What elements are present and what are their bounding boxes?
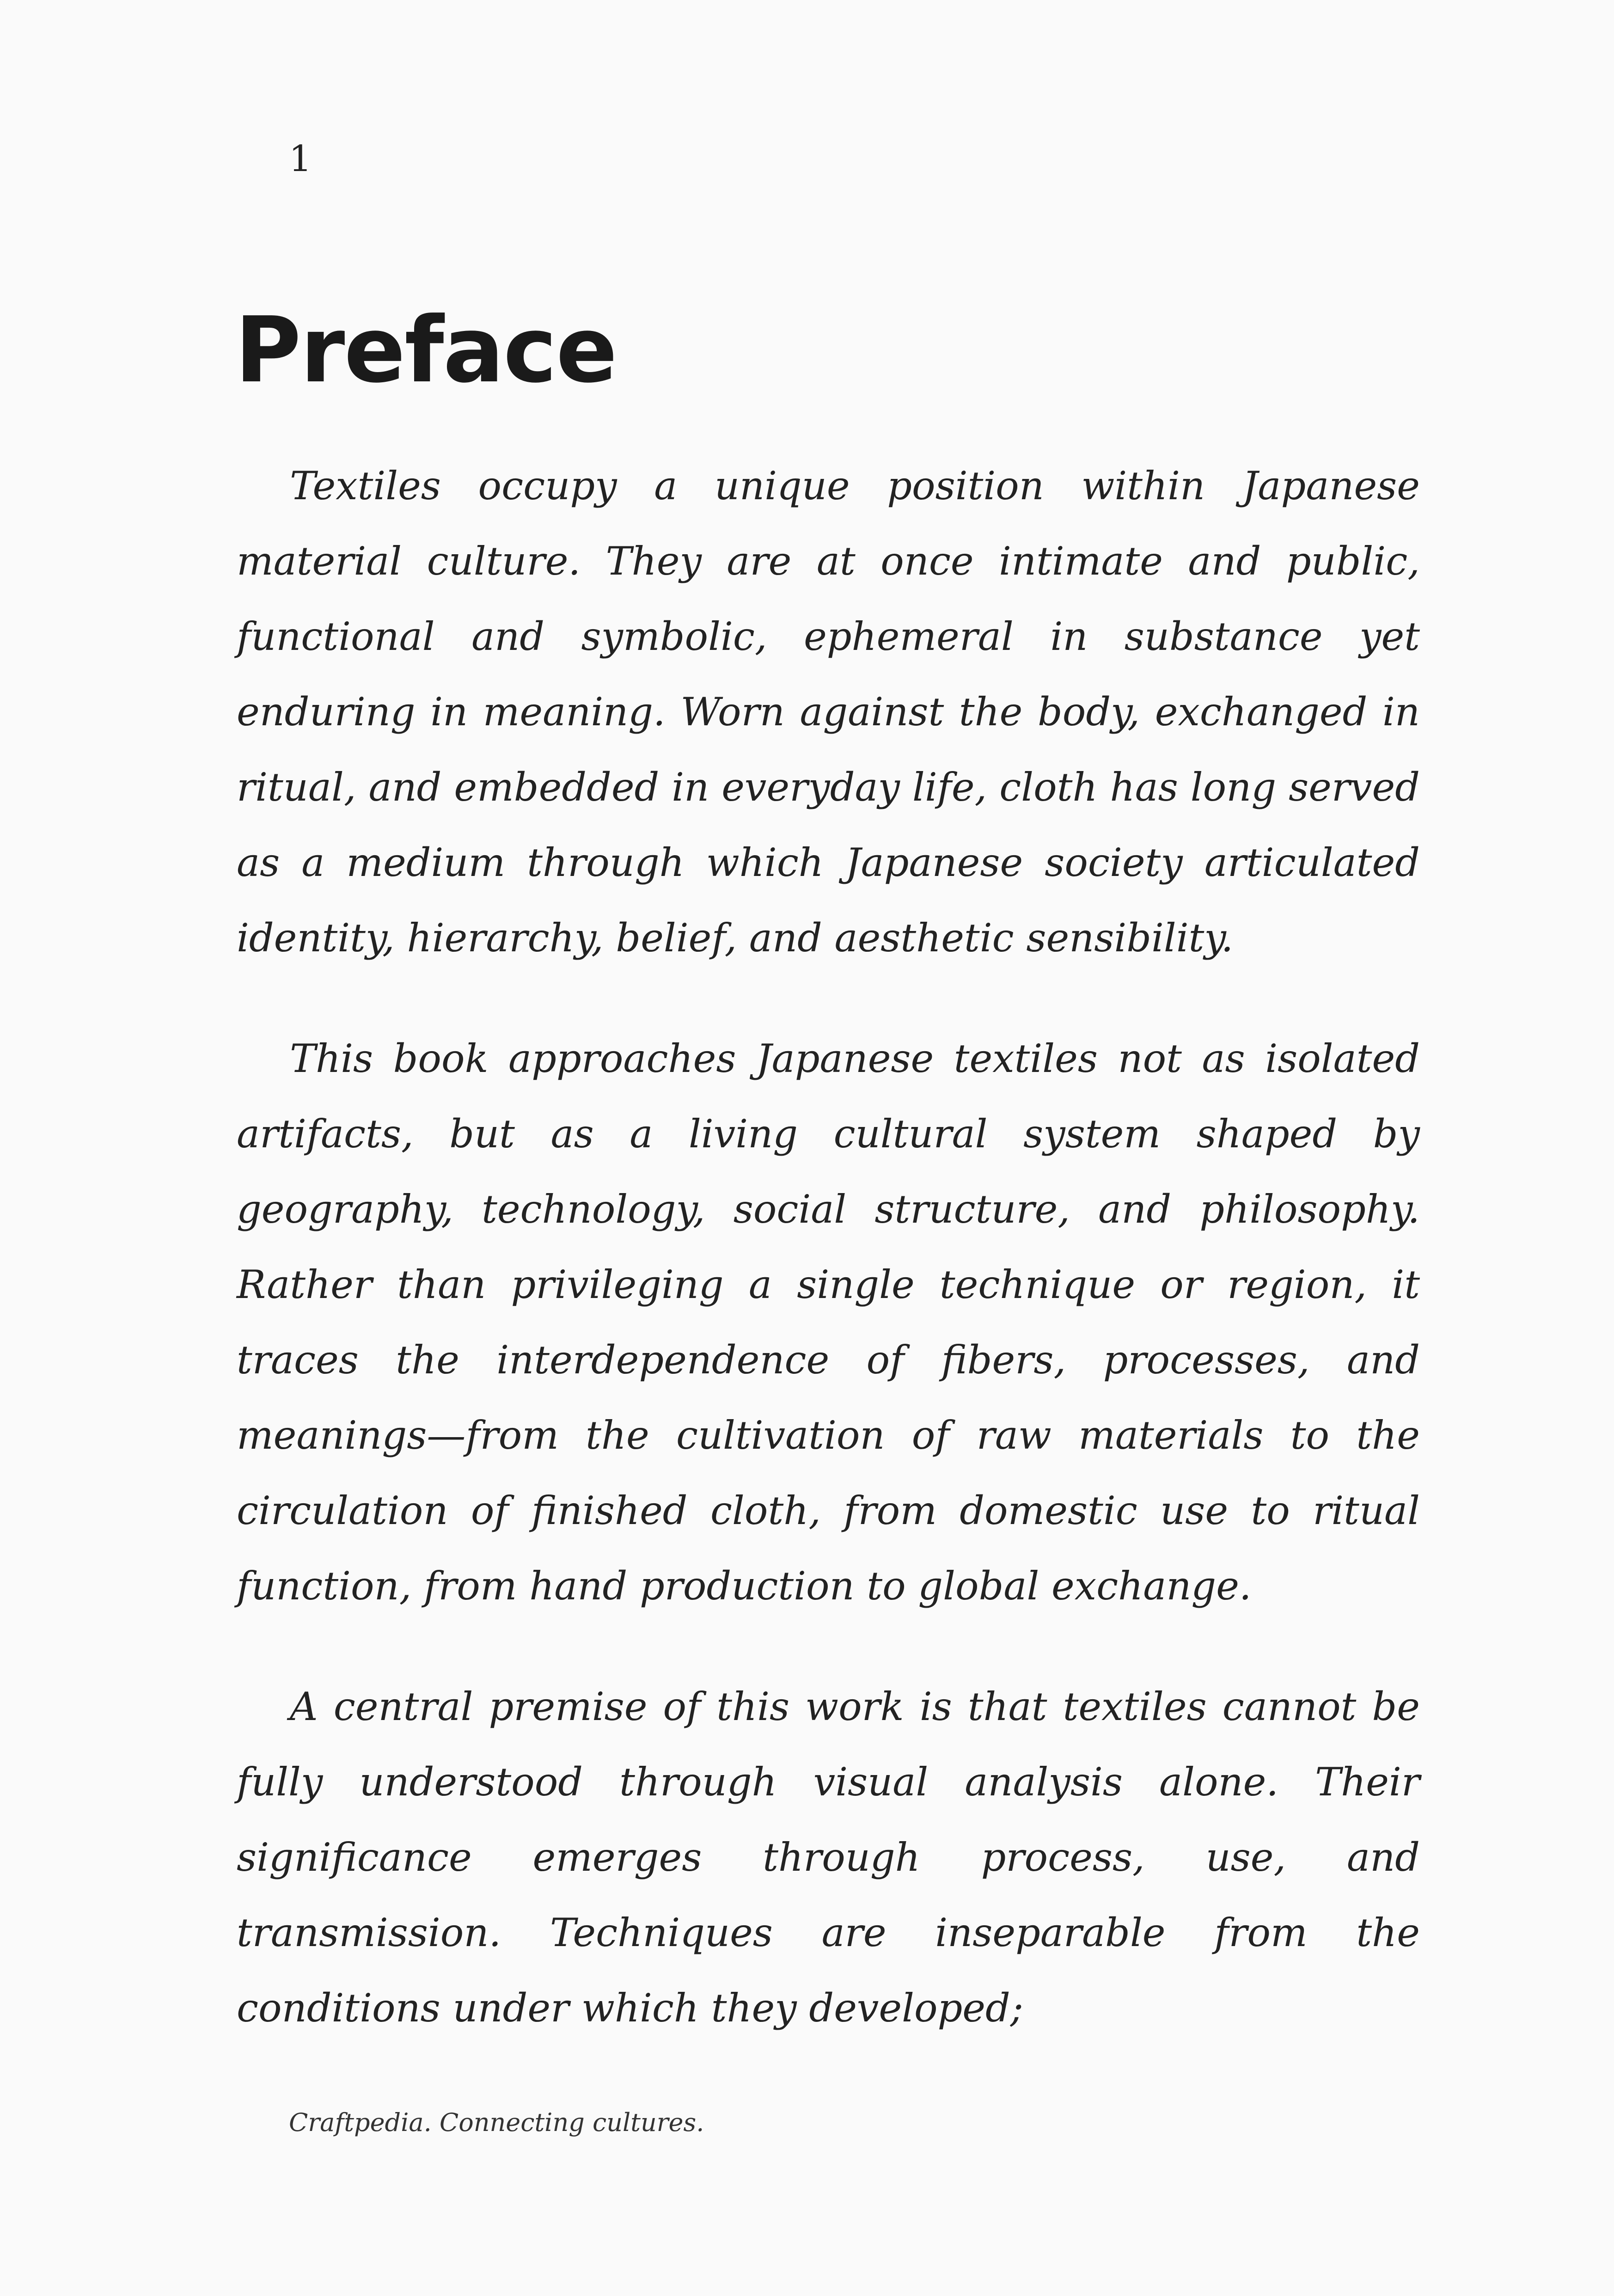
footer-tagline: Craftpedia. Connecting cultures. [289,2108,704,2137]
paragraph: Textiles occupy a unique position within Japanese material culture. They are at once intimate and public, functional and symbolic, ephemeral in substance yet enduring in meaning. Worn against the body, exchanged in ritual, and embedded in everyday life, cloth has long served as a medium through which Japanese society articulated identity, hierarchy, belief, and aesthetic sensibility. [237,463,1420,961]
body-text [237,448,1420,2091]
chapter-title: Preface [235,298,617,403]
page-number: 1 [289,138,312,180]
paragraph: This book approaches Japanese textiles not as isolated artifacts, but as a living cultural system shaped by geography, technology, social structure, and philosophy. Rather than privileging a single technique or region, it traces the interdependence of fibers, processes, and meanings—from the cultivation of raw materials to the circulation of finished cloth, from domestic use to ritual function, from hand production to global exchange. [237,1036,1420,1609]
paragraph: A central premise of this work is that textiles cannot be fully understood through visual analysis alone. Their significance emerges through process, use, and transmission. Techniques are inseparable from the conditions under which they developed; [237,1684,1420,2031]
